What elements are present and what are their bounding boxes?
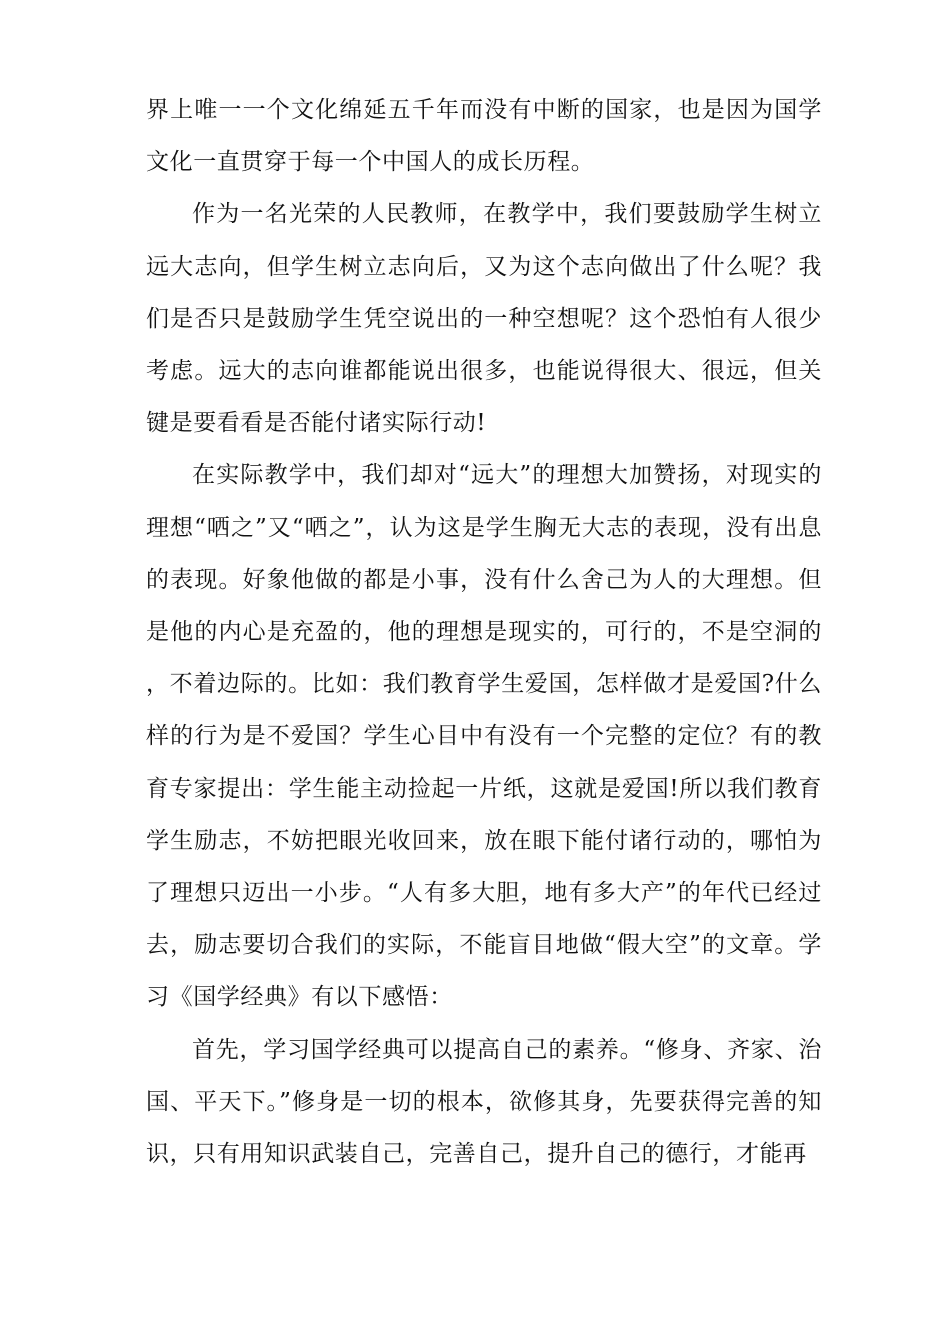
paragraph-2: 作为一名光荣的人民教师，在教学中，我们要鼓励学生树立远大志向，但学生树立志向后，又为这个志向做出了什么呢？我们是否只是鼓励学生凭空说出的一种空想呢？这个恐怕有人很少考虑。远大的志向谁都能说出很多，也能说得很大、很远，但关键是要看看是否能付诸实际行动! — [146, 201, 822, 437]
paragraph-3: 在实际教学中，我们却对“远大”的理想大加赞扬，对现实的理想“哂之”又“哂之”，认为这是学生胸无大志的表现，没有出息的表现。好象他做的都是小事，没有什么舍己为人的大理想。但是他的内心是充盈的，他的理想是现实的，可行的，不是空洞的，不着边际的。比如：我们教育学生爱国，怎样做才是爱国?什么样的行为是不爱国？学生心目中有没有一个完整的定位？有的教育专家提出：学生能主动捡起一片纸，这就是爱国!所以我们教育学生励志，不妨把眼光收回来，放在眼下能付诸行动的，哪怕为了理想只迈出一小步。“人有多大胆，地有多大产”的年代已经过去，励志要切合我们的实际，不能盲目地做“假大空”的文章。学习《国学经典》有以下感悟： — [146, 462, 822, 1011]
paragraph-1: 界上唯一一个文化绵延五千年而没有中断的国家，也是因为国学文化一直贯穿于每一个中国人的成长历程。 — [146, 97, 822, 176]
body-text — [146, 84, 822, 1180]
paragraph-4: 首先，学习国学经典可以提高自己的素养。“修身、齐家、治国、平天下。”修身是一切的根本，欲修其身，先要获得完善的知识，只有用知识武装自己，完善自己，提升自己的德行，才能再 — [146, 1036, 822, 1168]
